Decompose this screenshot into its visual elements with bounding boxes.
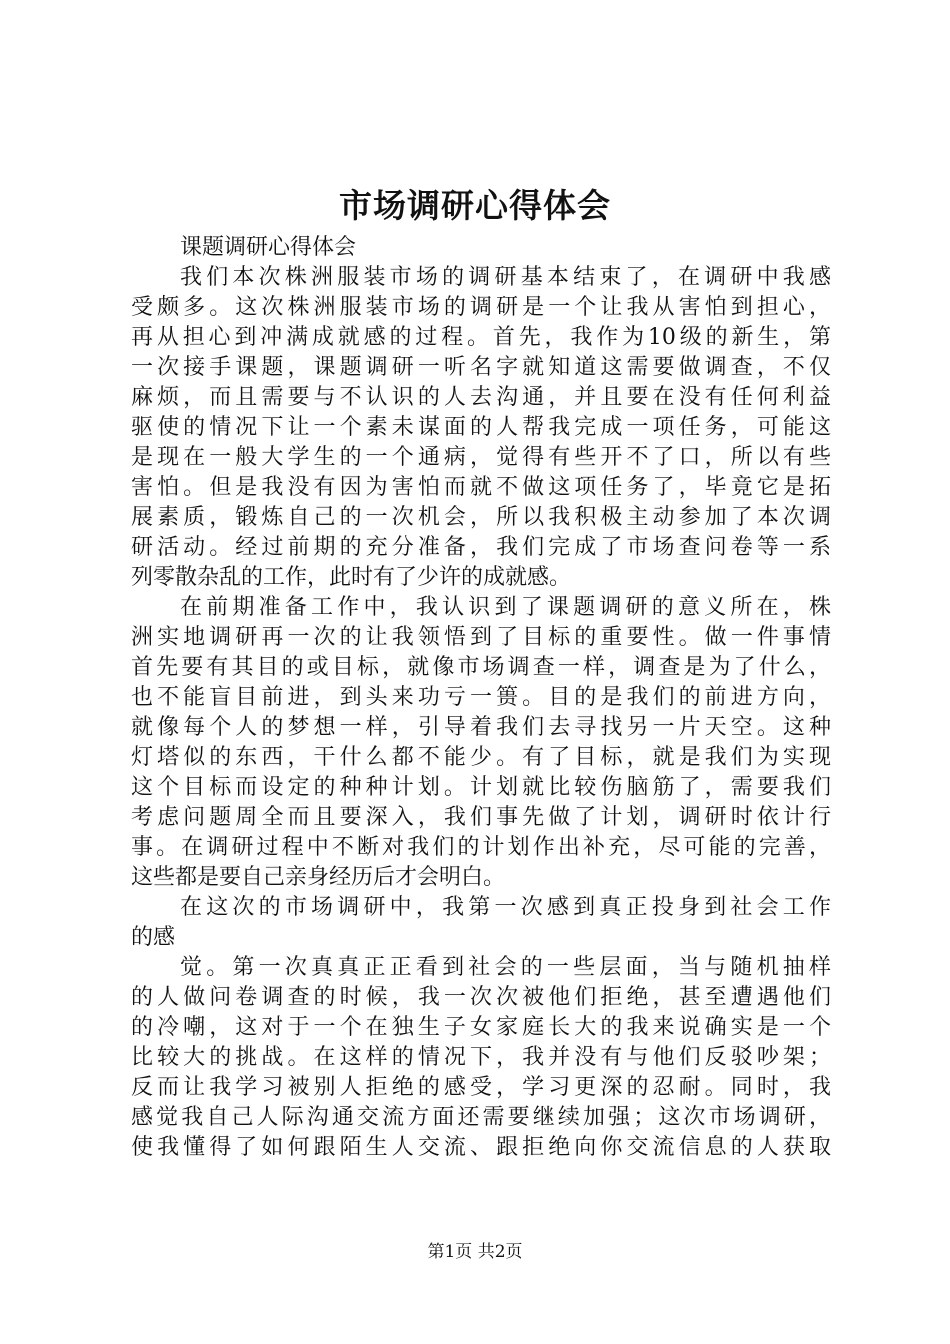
paragraph-line: 感觉我自己人际沟通交流方面还需要继续加强；这次市场调研， [131, 1105, 831, 1130]
paragraph-line: 展素质，锻炼自己的一次机会，所以我积极主动参加了本次调 [131, 505, 831, 530]
paragraph-line: 一次接手课题，课题调研一听名字就知道这需要做调查，不仅 [131, 355, 831, 380]
subtitle-line: 课题调研心得体会 [180, 235, 357, 260]
paragraph-line: 首先要有其目的或目标，就像市场调查一样，调查是为了什么， [131, 655, 831, 680]
paragraph-line: 我们本次株洲服装市场的调研基本结束了，在调研中我感 [180, 265, 831, 290]
paragraph-line: 比较大的挑战。在这样的情况下，我并没有与他们反驳吵架； [131, 1045, 831, 1070]
paragraph-line: 的冷嘲，这对于一个在独生子女家庭长大的我来说确实是一个 [131, 1015, 831, 1040]
document-body [131, 233, 831, 1163]
paragraph-line: 害怕。但是我没有因为害怕而就不做这项任务了，毕竟它是拓 [131, 475, 831, 500]
paragraph-line: 受颇多。这次株洲服装市场的调研是一个让我从害怕到担心， [131, 295, 831, 320]
paragraph-line: 事。在调研过程中不断对我们的计划作出补充，尽可能的完善， [131, 835, 831, 860]
paragraph-line: 也不能盲目前进，到头来功亏一篑。目的是我们的前进方向， [131, 685, 831, 710]
paragraph-line: 研活动。经过前期的充分准备，我们完成了市场查问卷等一系 [131, 535, 831, 560]
paragraph-line: 灯塔似的东西，干什么都不能少。有了目标，就是我们为实现 [131, 745, 831, 770]
paragraph-line: 反而让我学习被别人拒绝的感受，学习更深的忍耐。同时，我 [131, 1075, 831, 1100]
paragraph-line: 再从担心到冲满成就感的过程。首先，我作为10级的新生，第 [131, 325, 831, 350]
paragraph-line: 驱使的情况下让一个素未谋面的人帮我完成一项任务，可能这 [131, 415, 831, 440]
paragraph-line: 考虑问题周全而且要深入，我们事先做了计划，调研时依计行 [131, 805, 831, 830]
paragraph-line: 就像每个人的梦想一样，引导着我们去寻找另一片天空。这种 [131, 715, 831, 740]
paragraph-line: 在前期准备工作中，我认识到了课题调研的意义所在，株 [180, 595, 831, 620]
document-title: 市场调研心得体会 [339, 186, 611, 225]
page-number-footer: 第1页 共2页 [427, 1242, 523, 1262]
paragraph-line: 麻烦，而且需要与不认识的人去沟通，并且要在没有任何利益 [131, 385, 831, 410]
paragraph-line: 这些都是要自己亲身经历后才会明白。 [131, 865, 506, 890]
paragraph-line: 在这次的市场调研中，我第一次感到真正投身到社会工作 [180, 895, 831, 920]
paragraph-line: 是现在一般大学生的一个通病，觉得有些开不了口，所以有些 [131, 445, 831, 470]
paragraph-line: 这个目标而设定的种种计划。计划就比较伤脑筋了，需要我们 [131, 775, 831, 800]
paragraph-line: 列零散杂乱的工作，此时有了少许的成就感。 [131, 565, 572, 590]
paragraph-line: 觉。第一次真真正正看到社会的一些层面，当与随机抽样 [180, 955, 831, 980]
paragraph-line: 的感 [131, 925, 176, 950]
paragraph-line: 的人做问卷调查的时候，我一次次被他们拒绝，甚至遭遇他们 [131, 985, 831, 1010]
paragraph-line: 使我懂得了如何跟陌生人交流、跟拒绝向你交流信息的人获取 [131, 1135, 831, 1160]
paragraph-line: 洲实地调研再一次的让我领悟到了目标的重要性。做一件事情 [131, 625, 831, 650]
